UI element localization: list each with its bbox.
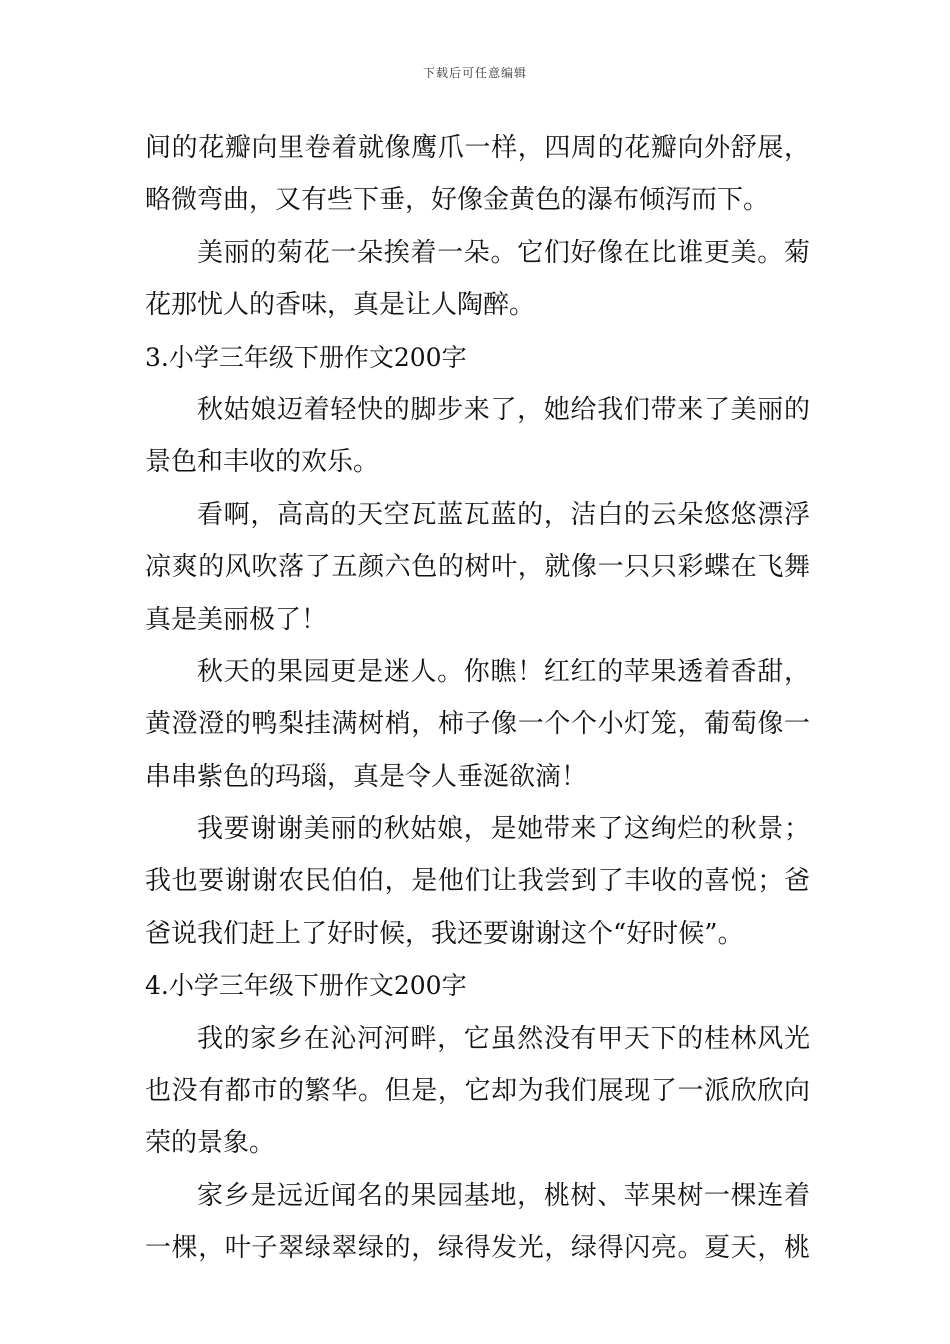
paragraph-line: 我的家乡在沁河河畔，它虽然没有甲天下的桂林风光 [197,1023,810,1054]
paragraph-line: 爸说我们赶上了好时候，我还要谢谢这个“好时候”。 [145,918,744,949]
paragraph-line: 略微弯曲，又有些下垂，好像金黄色的瀑布倾泻而下。 [145,185,770,216]
paragraph-line: 家乡是远近闻名的果园基地，桃树、苹果树一棵连着 [197,1180,810,1211]
section-heading: 3.小学三年级下册作文200字 [145,342,467,372]
paragraph-line: 我也要谢谢农民伯伯，是他们让我尝到了丰收的喜悦；爸 [145,866,810,897]
paragraph-line: 我要谢谢美丽的秋姑娘，是她带来了这绚烂的秋景； [197,814,810,845]
page-header: 下载后可任意编辑 [422,66,527,80]
paragraph-line: 看啊，高高的天空瓦蓝瓦蓝的，洁白的云朵悠悠漂浮 [197,499,810,530]
paragraph-line: 黄澄澄的鸭梨挂满树梢，柿子像一个个小灯笼，葡萄像一 [145,709,810,740]
paragraph-line: 荣的景象。 [145,1128,276,1159]
paragraph-line: 一棵，叶子翠绿翠绿的，绿得发光，绿得闪亮。夏天，桃 [145,1233,810,1264]
document-body [145,122,810,1275]
paragraph-line: 真是美丽极了！ [145,604,328,635]
paragraph-line: 花那忧人的香味，真是让人陶醉。 [145,290,536,321]
section-heading: 4.小学三年级下册作文200字 [145,971,467,1001]
paragraph-line: 景色和丰收的欢乐。 [145,447,380,478]
paragraph-line: 凉爽的风吹落了五颜六色的树叶，就像一只只彩蝶在飞舞 [145,552,810,583]
paragraph-line: 秋姑娘迈着轻快的脚步来了，她给我们带来了美丽的 [197,394,810,425]
paragraph-line: 美丽的菊花一朵挨着一朵。它们好像在比谁更美。菊 [197,237,810,268]
paragraph-line: 串串紫色的玛瑙，真是令人垂涎欲滴！ [145,761,588,792]
paragraph-line: 间的花瓣向里卷着就像鹰爪一样，四周的花瓣向外舒展， [145,133,810,163]
paragraph-line: 秋天的果园更是迷人。你瞧！红红的苹果透着香甜， [197,656,810,687]
paragraph-line: 也没有都市的繁华。但是，它却为我们展现了一派欣欣向 [145,1076,810,1107]
